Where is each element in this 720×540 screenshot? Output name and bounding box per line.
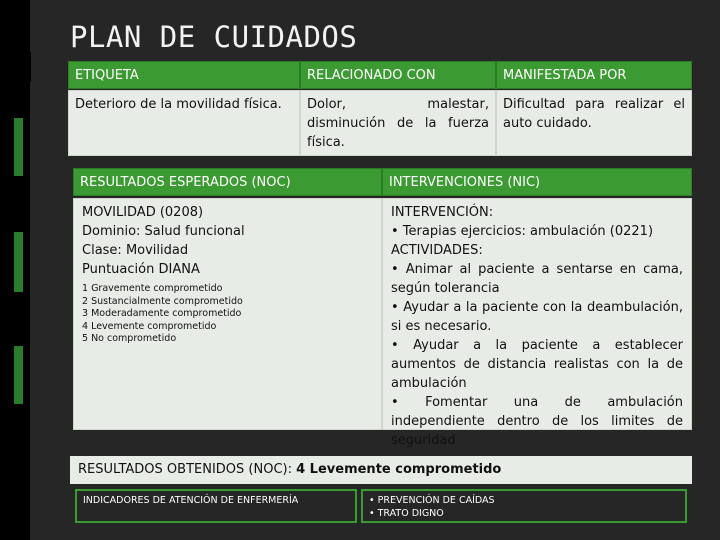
indicators-items-box xyxy=(361,489,687,523)
scale-item: 4 Levemente comprometido xyxy=(82,320,217,332)
nic-line: • Ayudar a la paciente con la deambulación, si es necesario. xyxy=(391,300,683,334)
header-manifestada-por: MANIFESTADA POR xyxy=(496,61,692,89)
scale-item: 3 Moderadamente comprometido xyxy=(82,308,242,319)
nic-line: • Ayudar a la paciente a establecer aumentos de distancia realistas con la de ambulación xyxy=(391,338,683,391)
indicators-label: INDICADORES DE ATENCIÓN DE ENFERMERÍA xyxy=(83,495,299,506)
nic-line: • Fomentar una de ambulación independiente dentro de los limites de seguridad xyxy=(391,395,683,448)
scale-item: 2 Sustancialmente comprometido xyxy=(82,295,243,307)
cell-manifestada-por: Dificultad para realizar el auto cuidado. xyxy=(496,90,692,156)
outcome-label: RESULTADOS OBTENIDOS (NOC): xyxy=(78,462,297,477)
nic-line: • Animar al paciente a sentarse en cama, según tolerancia xyxy=(391,262,683,296)
cell-etiqueta: Deterioro de la movilidad física. xyxy=(68,90,300,156)
nic-line: ACTIVIDADES: xyxy=(391,243,483,258)
noc-line: MOVILIDAD (0208) xyxy=(82,205,204,220)
scale-item: 1 Gravemente comprometido xyxy=(82,283,223,294)
noc-line: Puntuación DIANA xyxy=(82,262,200,277)
page-title: PLAN DE CUIDADOS xyxy=(70,20,358,54)
indicator-item: • PREVENCIÓN DE CAÍDAS xyxy=(369,495,495,506)
decorative-accent-bar xyxy=(14,346,23,404)
indicator-item: • TRATO DIGNO xyxy=(369,508,444,519)
scale-item: 5 No comprometido xyxy=(82,333,177,344)
scale-list xyxy=(82,283,375,346)
header-resultados-esperados: RESULTADOS ESPERADOS (NOC) xyxy=(73,168,382,196)
header-relacionado-con: RELACIONADO CON xyxy=(300,61,496,89)
header-intervenciones: INTERVENCIONES (NIC) xyxy=(382,168,692,196)
decorative-bar xyxy=(18,52,31,82)
cell-relacionado-con: Dolor, malestar, disminución de la fuerza física. xyxy=(300,90,496,156)
decorative-accent-bar xyxy=(14,232,23,292)
header-etiqueta: ETIQUETA xyxy=(68,61,300,89)
noc-line: Dominio: Salud funcional xyxy=(82,224,245,239)
outcome-value: 4 Levemente comprometido xyxy=(296,462,502,477)
decorative-accent-bar xyxy=(14,118,23,176)
cell-noc xyxy=(73,198,382,430)
noc-line: Clase: Movilidad xyxy=(82,243,189,258)
nic-line: • Terapias ejercicios: ambulación (0221) xyxy=(391,224,654,239)
outcome-bar xyxy=(70,456,692,484)
nic-line: INTERVENCIÓN: xyxy=(391,205,494,220)
cell-nic xyxy=(382,198,692,448)
indicators-label-box xyxy=(75,489,357,523)
